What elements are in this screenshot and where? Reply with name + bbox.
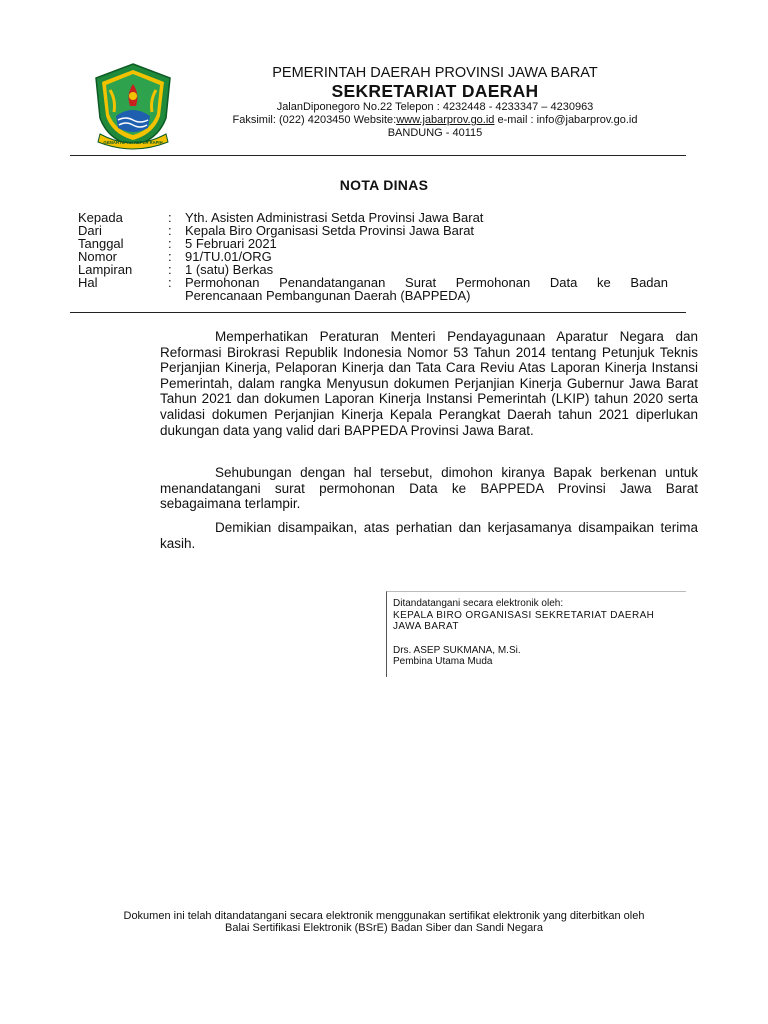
field-label: Nomor xyxy=(78,249,118,264)
body-paragraph-3: Demikian disampaikan, atas perhatian dan kerjasamanya disampaikan terima kasih. xyxy=(160,520,698,551)
letterhead-contact xyxy=(200,114,670,126)
electronic-signature-box xyxy=(386,591,686,677)
field-value: Permohonan Penandatanganan Surat Permohonan Data ke Badan xyxy=(185,275,668,290)
field-label: Tanggal xyxy=(78,236,124,251)
email-text: e-mail : info@jabarprov.go.id xyxy=(494,114,638,126)
body-paragraph-1: Memperhatikan Peraturan Menteri Pendayagunaan Aparatur Negara dan Reformasi Birokrasi Republik Indonesia Nomor 53 Tahun 2014 tentang Petunjuk Teknis Perjanjian Kinerja, Pelaporan Kinerja dan Tata Cara Reviu Atas Laporan Kinerja Instansi Pemerintah, dalam rangka Menyusun dokumen Perjanjian Kinerja Gubernur Jawa Barat Tahun 2021 dan dokumen Laporan Kinerja Instansi Pemerintah (LKIP) tahun 2020 serta validasi dokumen Perjanjian Kinerja Kepala Perangkat Daerah tahun 2021 diperlukan dukungan data yang valid dari BAPPEDA Provinsi Jawa Barat. xyxy=(160,329,698,438)
field-row-hal-continued xyxy=(78,289,668,302)
field-row-dari xyxy=(78,224,668,237)
field-colon: : xyxy=(168,210,172,225)
letterhead-divider xyxy=(70,155,686,156)
field-row-tanggal xyxy=(78,237,668,250)
field-colon: : xyxy=(168,275,172,290)
memo-header-fields xyxy=(78,211,668,302)
letterhead-city: BANDUNG - 40115 xyxy=(387,127,483,139)
field-label xyxy=(78,289,168,302)
field-colon: : xyxy=(168,223,172,238)
field-colon: : xyxy=(168,249,172,264)
website-link[interactable]: www.jabarprov.go.id xyxy=(396,114,495,126)
west-java-emblem-logo xyxy=(88,60,178,150)
field-label: Lampiran xyxy=(78,262,133,277)
field-value: Perencanaan Pembangunan Daerah (BAPPEDA) xyxy=(185,288,471,303)
svg-text:GEMAH RIPAH REPEH RAPIH: GEMAH RIPAH REPEH RAPIH xyxy=(103,140,163,145)
field-value: 91/TU.01/ORG xyxy=(185,249,272,264)
letterhead-government-name: PEMERINTAH DAERAH PROVINSI JAWA BARAT xyxy=(272,65,598,81)
document-title: NOTA DINAS xyxy=(339,177,429,193)
field-colon: : xyxy=(168,262,172,277)
fax-text: Faksimil: (022) 4203450 Website: xyxy=(232,114,397,126)
signer-position: KEPALA BIRO ORGANISASI SEKRETARIAT DAERAH xyxy=(393,609,655,621)
field-value: Kepala Biro Organisasi Setda Provinsi Jawa Barat xyxy=(185,223,475,238)
field-label: Kepada xyxy=(78,210,123,225)
footer-note-line-1: Dokumen ini telah ditandatangani secara elektronik menggunakan sertifikat elektronik yang diterbitkan oleh xyxy=(123,910,645,922)
field-label: Dari xyxy=(78,223,102,238)
field-row-nomor xyxy=(78,250,668,263)
field-colon: : xyxy=(168,236,172,251)
signer-rank: Pembina Utama Muda xyxy=(393,656,493,667)
letterhead-office-name: SEKRETARIAT DAERAH xyxy=(331,81,539,101)
signer-name: Drs. ASEP SUKMANA, M.Si. xyxy=(393,644,521,656)
body-paragraph-2: Sehubungan dengan hal tersebut, dimohon kiranya Bapak berkenan untuk menandatangani surat permohonan Data ke BAPPEDA Provinsi Jawa Barat sebagaimana terlampir. xyxy=(160,465,698,512)
field-colon xyxy=(168,289,185,302)
field-value: Yth. Asisten Administrasi Setda Provinsi Jawa Barat xyxy=(185,210,484,225)
signature-caption: Ditandatangani secara elektronik oleh: xyxy=(393,598,564,609)
field-value: 5 Februari 2021 xyxy=(185,236,277,251)
footer-note-line-2: Balai Sertifikasi Elektronik (BSrE) Badan Siber dan Sandi Negara xyxy=(225,922,543,934)
signer-position-region: JAWA BARAT xyxy=(393,621,459,632)
header-divider xyxy=(70,312,686,313)
field-label: Hal xyxy=(78,275,98,290)
field-value: 1 (satu) Berkas xyxy=(185,262,274,277)
letterhead-address: JalanDiponegoro No.22 Telepon : 4232448 - 4233347 – 4230963 xyxy=(276,101,594,113)
